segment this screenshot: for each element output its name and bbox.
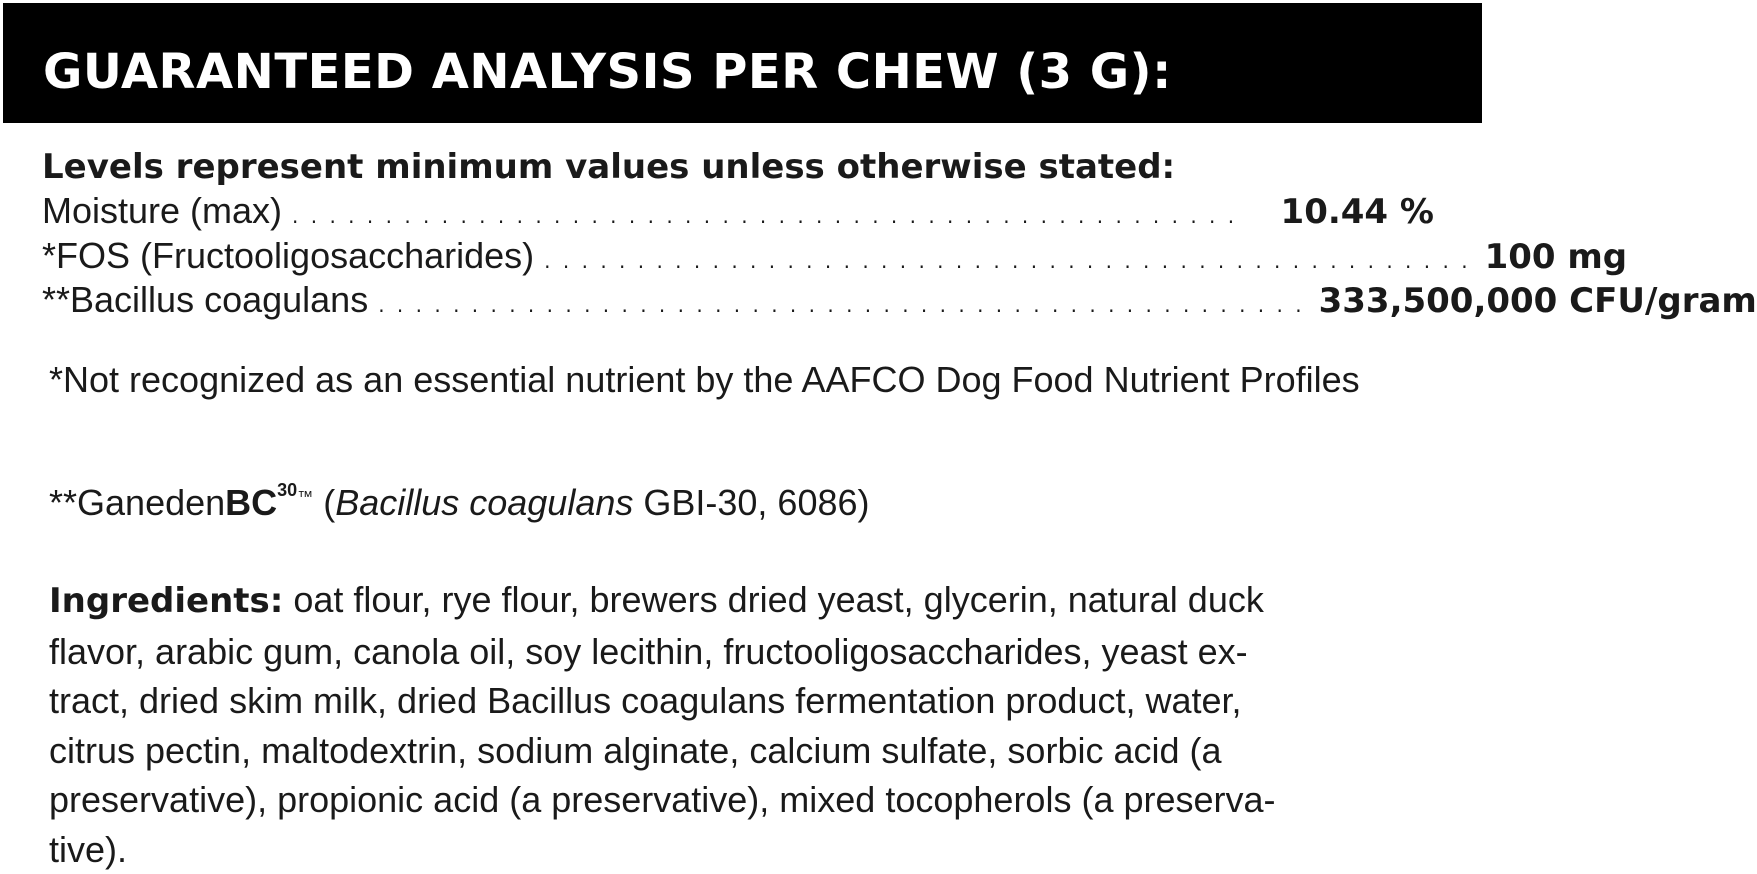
page-title: GUARANTEED ANALYSIS PER CHEW (3 G): bbox=[43, 42, 1172, 102]
ingredients-line: tract, dried skim milk, dried Bacillus coagulans fermentation product, water, bbox=[49, 676, 1409, 726]
analysis-label: Moisture (max) bbox=[42, 189, 282, 233]
ingredients-line: citrus pectin, maltodextrin, sodium alginate, calcium sulfate, sorbic acid (a bbox=[49, 726, 1409, 776]
ganeden-species: Bacillus coagulans bbox=[335, 482, 633, 523]
ingredients-line: tive). bbox=[49, 825, 1409, 874]
ingredients-text: oat flour, rye flour, brewers dried yeast, glycerin, natural duck bbox=[283, 579, 1263, 620]
analysis-row-fos bbox=[42, 234, 1434, 278]
header-bar bbox=[3, 3, 1482, 123]
ganeden-superscript: 30 bbox=[277, 480, 297, 500]
footnote-ganeden bbox=[49, 472, 870, 527]
analysis-row-moisture bbox=[42, 189, 1434, 233]
ganeden-prefix: **Ganeden bbox=[49, 482, 225, 523]
ingredients-label: Ingredients: bbox=[49, 581, 283, 621]
ingredients-line: preservative), propionic acid (a preservative), mixed tocopherols (a preserva- bbox=[49, 775, 1409, 825]
ingredients-line bbox=[49, 575, 1409, 627]
ganeden-brand: BC bbox=[225, 482, 277, 523]
analysis-label: **Bacillus coagulans bbox=[42, 278, 368, 322]
analysis-label: *FOS (Fructooligosaccharides) bbox=[42, 234, 534, 278]
dot-leader: . . . . . . . . . . . . . . . . . . . . . . . . . . . . . . . . . . . . . . . . . . . . . . . . . . bbox=[378, 283, 1304, 327]
analysis-value: 333,500,000 CFU/gram bbox=[1319, 279, 1757, 323]
analysis-row-bacillus bbox=[42, 278, 1434, 322]
ganeden-paren-open: ( bbox=[313, 482, 335, 523]
trademark-symbol: ™ bbox=[297, 489, 313, 506]
ingredients-block bbox=[49, 575, 1409, 874]
footnote-aafco: *Not recognized as an essential nutrient by the AAFCO Dog Food Nutrient Profiles bbox=[49, 356, 1429, 404]
ganeden-strain: GBI-30, 6086) bbox=[633, 482, 869, 523]
dot-leader: . . . . . . . . . . . . . . . . . . . . . . . . . . . . . . . . . . . . . . . . . . . . . . . . . . bbox=[544, 239, 1470, 283]
dot-leader: . . . . . . . . . . . . . . . . . . . . . . . . . . . . . . . . . . . . . . . . . . . . . . . . . . . bbox=[292, 194, 1267, 238]
analysis-value: 10.44 % bbox=[1281, 190, 1434, 234]
ingredients-line: flavor, arabic gum, canola oil, soy lecithin, fructooligosaccharides, yeast ex- bbox=[49, 627, 1409, 677]
analysis-heading: Levels represent minimum values unless otherwise stated: bbox=[42, 145, 1175, 189]
analysis-value: 100 mg bbox=[1485, 235, 1628, 279]
